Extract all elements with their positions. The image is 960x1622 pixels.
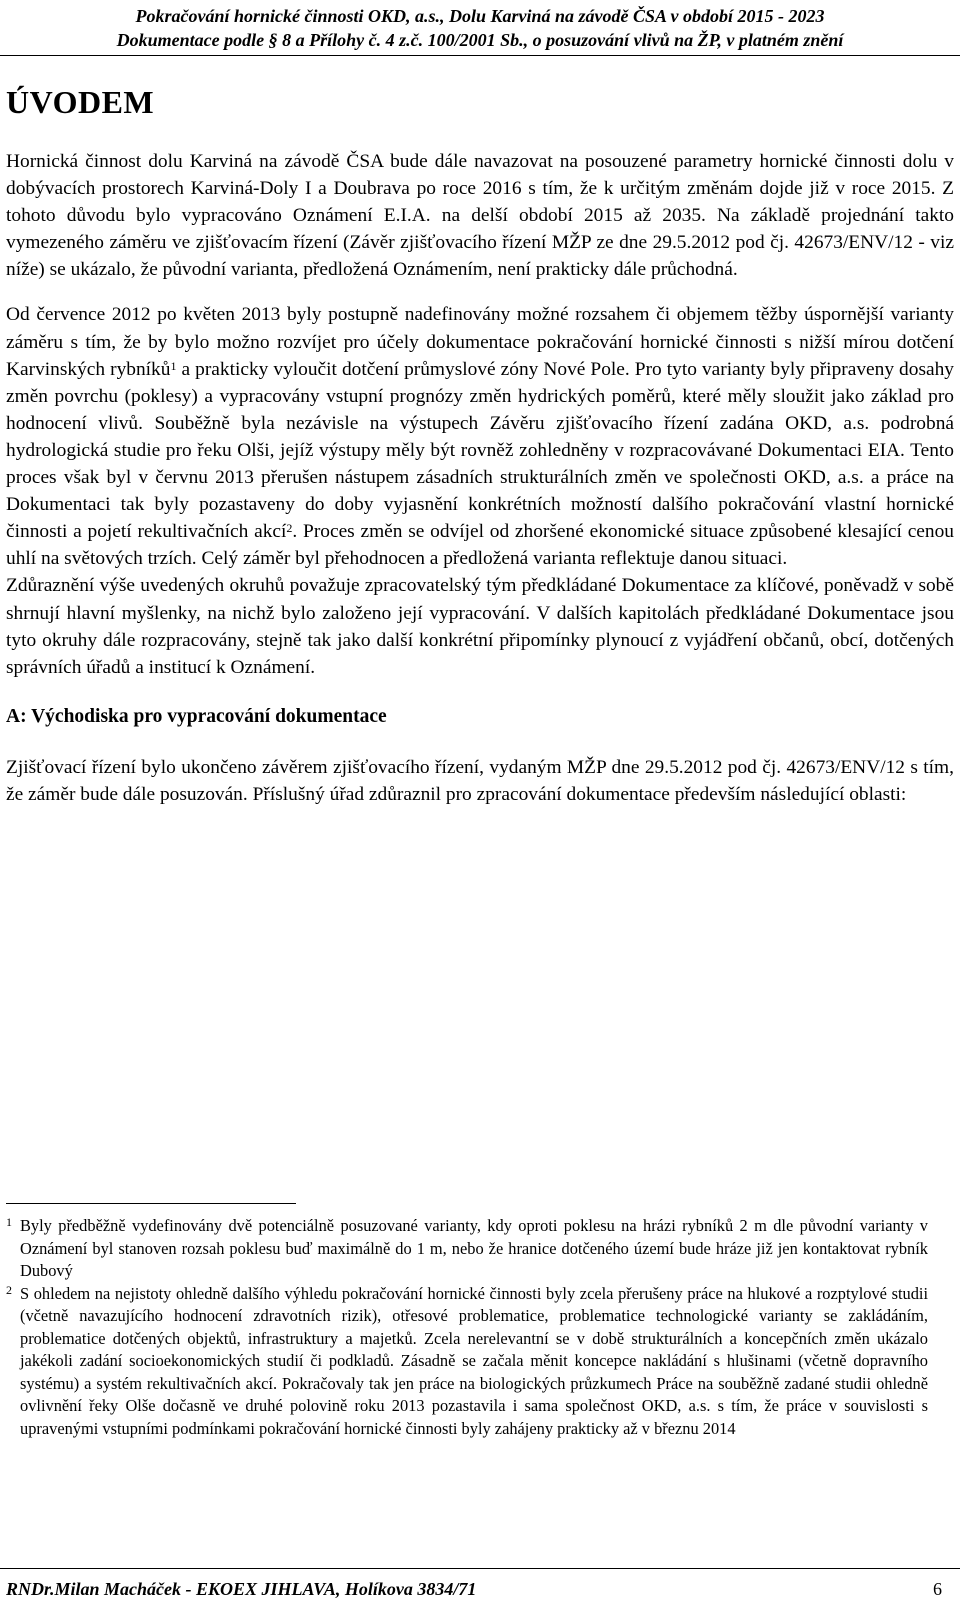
section-heading-a: A: Východiska pro vypracování dokumentace bbox=[6, 705, 387, 727]
header-title: Pokračování hornické činnosti OKD, a.s., Dolu Karviná na závodě ČSA v období 2015 - 2023 bbox=[135, 6, 825, 26]
paragraph-variants-part-c: . Proces změn se odvíjel od zhoršené ekonomické situace způsobené klesající cenou uhlí na světových trzích. Celý záměr byl přehodnocen a předložená varianta reflektuje danou situaci. bbox=[6, 521, 954, 570]
footnote-number: 1 bbox=[6, 1215, 12, 1229]
footnote-number: 2 bbox=[6, 1282, 12, 1297]
page-number: 6 bbox=[933, 1579, 942, 1599]
footnote-text: Byly předběžně vydefinovány dvě potenciálně posuzované varianty, kdy oproti poklesu na hrázi rybníků 2 m dle původní varianty v Oznámení byl stanoven rozsah poklesu buď maximálně do 1 m, nebo že hranice dotčeného území bude hráze již jen kontaktovat rybník Dubový bbox=[20, 1216, 928, 1280]
page-header bbox=[0, 4, 960, 52]
paragraph-intro: Hornická činnost dolu Karviná na závodě ČSA bude dále navazovat na posouzené parametry hornické činnosti dolu v dobývacích prostorech Karviná-Doly I a Doubrava po roce 2016 s tím, že k určitým změnám dojde již v roce 2015. Z tohoto důvodu bylo vypracováno Oznámení E.I.A. na delší období 2015 až 2035. Na základě projednání takto vymezeného záměru ve zjišťovacím řízení (Závěr zjišťovacího řízení MŽP ze dne 29.5.2012 pod čj. 42673/ENV/12 - viz níže) se ukázalo, že původní varianta, předložená Oznámením, není prakticky dále průchodná. bbox=[6, 151, 954, 281]
page-title: ÚVODEM bbox=[6, 84, 155, 120]
paragraph-variants-part-b: a prakticky vyloučit dotčení průmyslové zóny Nové Pole. Pro tyto varianty byly připraveny dosahy změn povrchu (poklesy) a vypracovány vstupní prognózy změn hydrických poměrů, které měly sloužit jako základ pro hodnocení vlivů. Souběžně byla nezávisle na výstupech Závěru zjišťovacího řízení zadána OKD, a.s. podrobná hydrologická studie pro řeku Olši, jejíž výstupy měly být rovněž zohledněny v rozpracovávané Dokumentaci EIA. Tento proces však byl v červnu 2013 přerušen nástupem zásadních strukturálních změn ve společnosti OKD, a.s. a práce na Dokumentaci tak byly pozastaveny do doby vyjasnění konkrétních možností dalšího pokračování vlastní hornické činnosti a pojetí rekultivačních akcí bbox=[6, 358, 954, 543]
footnote-1 bbox=[6, 1215, 928, 1283]
footer-author: RNDr.Milan Macháček - EKOEX JIHLAVA, Holíkova 3834/71 bbox=[6, 1579, 477, 1599]
footnote-text: S ohledem na nejistoty ohledně dalšího výhledu pokračování hornické činnosti byly zcela přerušeny práce na hlukové a rozptylové studii (včetně navazujícího hodnocení zdravotních rizik), otřesové problematice, problematice technologické varianty se zakládáním, problematice dotčených objektů, infrastruktury a majetků. Zcela nerelevantní se v době strukturálních a koncepčních změn ukázalo jakékoli zadání socioekonomických studií či podkladů. Zásadně se začala měnit koncepce nakládání s hlušinami (včetně dopravního systému) a systém rekultivačních akcí. Pokračovaly tak jen práce na biologických průzkumech Práce na souběžně zadané studii ohledně ovlivnění řeky Olše dočasně ve druhé polovině roku 2013 pozastavila i sama společnost OKD, a.s. s tím, že práce v souvislosti s upravenými vstupními podmínkami pokračování hornické činnosti byly zahájeny prakticky až v březnu 2014 bbox=[20, 1283, 928, 1438]
footnote-2 bbox=[6, 1283, 928, 1441]
footnote-ref-2: 2 bbox=[286, 521, 293, 536]
paragraph-emphasis: Zdůraznění výše uvedených okruhů považuje zpracovatelský tým předkládané Dokumentace za klíčové, poněvadž v sobě shrnují hlavní myšlenky, na nichž bylo založeno její vypracování. V dalších kapitolách předkládané Dokumentace jsou tyto okruhy dále rozpracovány, stejně tak jako další konkrétní připomínky plynoucí z vyjádření občanů, obcí, dotčených správních úřadů a institucí k Oznámení. bbox=[6, 575, 954, 678]
header-divider bbox=[0, 55, 960, 56]
footnote-ref-1: 1 bbox=[170, 358, 177, 373]
paragraph-variants bbox=[6, 301, 954, 572]
footnote-divider bbox=[6, 1203, 296, 1204]
paragraph-variants-part-a: Od července 2012 po květen 2013 byly postupně nadefinovány možné rozsahem či objemem těžby úspornější varianty záměru s tím, že by bylo možno rozvíjet pro účely dokumentace pokračování hornické činnosti s nižší mírou dotčení Karvinských rybníků bbox=[6, 304, 954, 380]
footnotes bbox=[6, 1215, 928, 1440]
paragraph-screening: Zjišťovací řízení bylo ukončeno závěrem zjišťovacího řízení, vydaným MŽP dne 29.5.2012 pod čj. 42673/ENV/12 s tím, že záměr bude dále posuzován. Příslušný úřad zdůraznil pro zpracování dokumentace především následující oblasti: bbox=[6, 756, 954, 805]
header-subtitle: Dokumentace podle § 8 a Přílohy č. 4 z.č. 100/2001 Sb., o posuzování vlivů na ŽP, v platném znění bbox=[116, 30, 844, 50]
main-content bbox=[6, 148, 954, 808]
footer-divider bbox=[0, 1568, 960, 1569]
